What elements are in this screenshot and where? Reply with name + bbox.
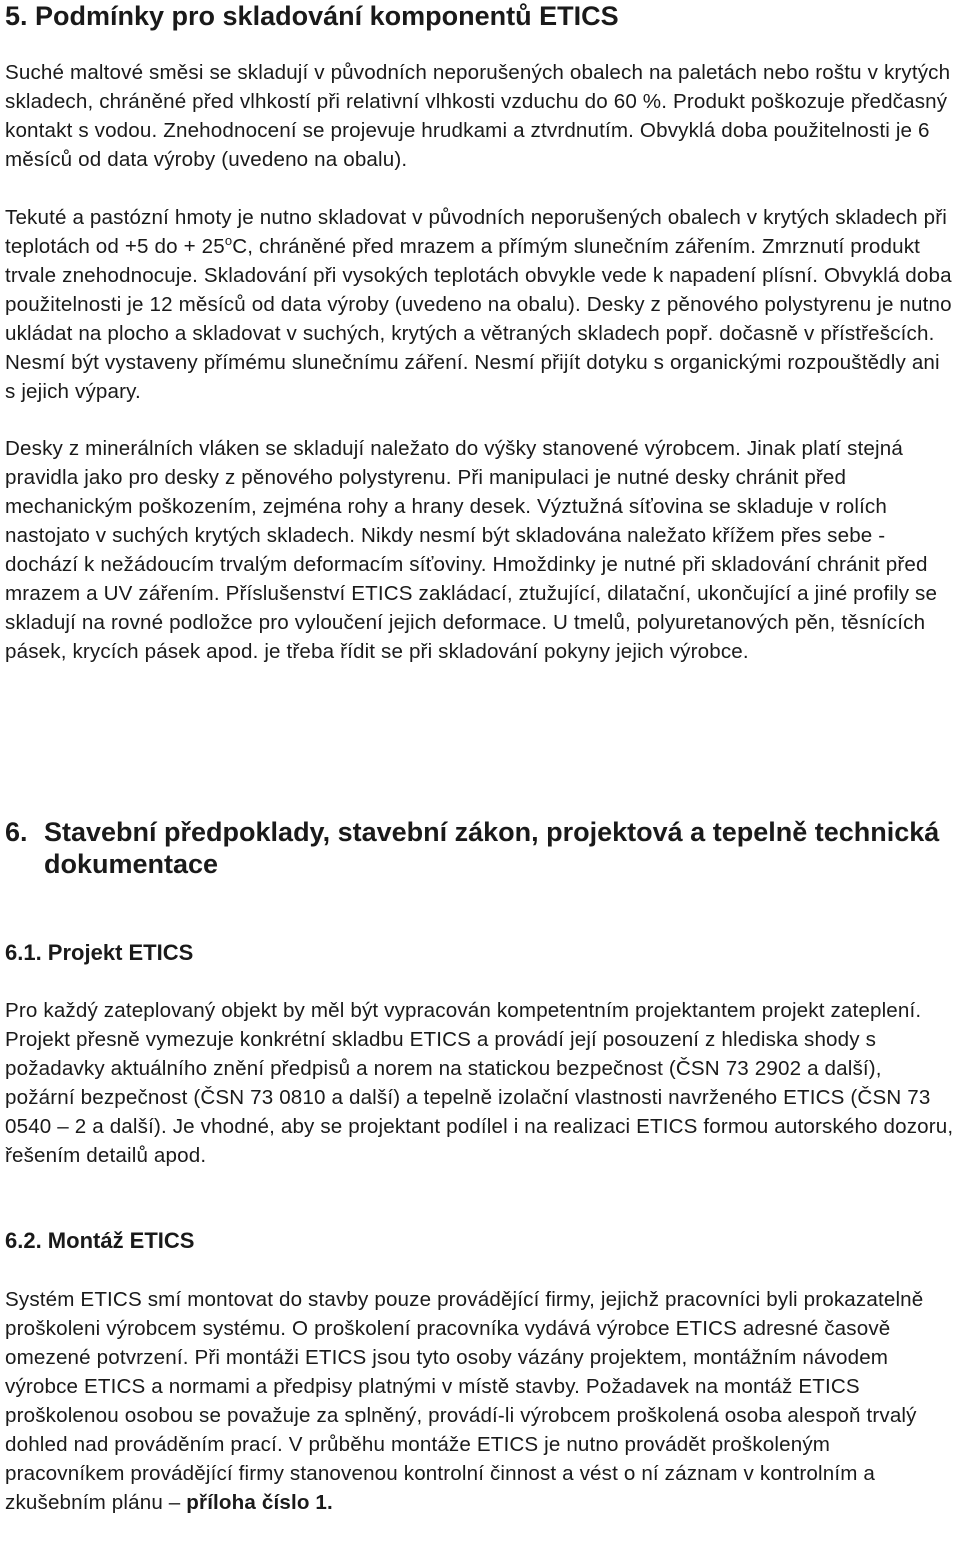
section-5-paragraph-liquid-materials: [5, 203, 955, 406]
section-6-2-paragraph: [5, 1285, 955, 1517]
liquid-materials-text-b: C, chráněné před mrazem a přímým slunečním zářením. Zmrznutí produkt trvale znehodnocuje. Skladování při vysokých teplotách obvykle vede k napadení plísní. Obvyklá doba použitelnosti je 12 měsíců od data výroby (uvedeno na obalu). Desky z pěnového polystyrenu je nutno ukládat na plocho a skladovat v suchých, krytých a větraných skladech popř. dočasně v přístřešcích. Nesmí být vystaveny přímému slunečnímu záření. Nesmí přijít dotyku s organickými rozpouštědly ani s jejich výpary.: [5, 235, 952, 403]
liquid-materials-text-a: Tekuté a pastózní hmoty je nutno skladovat v původních neporušených obalech v krytých skladech při teplotách od +5 do + 25: [5, 206, 947, 258]
section-6-title: Stavební předpoklady, stavební zákon, projektová a tepelně technická dokumentace: [44, 817, 940, 879]
section-6-2-heading: 6.2. Montáž ETICS: [5, 1228, 195, 1253]
section-5-paragraph-dry-mortar: Suché maltové směsi se skladují v původních neporušených obalech na paletách nebo roštu v krytých skladech, chráněné před vlhkostí při relativní vlhkosti vzduchu do 60 %. Produkt poškozuje předčasný kontakt s vodou. Znehodnocení se projevuje hrudkami a ztvrdnutím. Obvyklá doba použitelnosti je 6 měsíců od data výroby (uvedeno na obalu).: [5, 61, 951, 171]
section-5-heading: 5. Podmínky pro skladování komponentů ETICS: [5, 1, 619, 31]
appendix-reference: příloha číslo 1.: [186, 1491, 333, 1514]
section-6-1-paragraph: Pro každý zateplovaný objekt by měl být vypracován kompetentním projektantem projekt zateplení. Projekt přesně vymezuje konkrétní skladbu ETICS a provádí její posouzení z hlediska shody s požadavky aktuálního znění předpisů a norem na statickou bezpečnost (ČSN 73 2902 a další), požární bezpečnost (ČSN 73 0810 a další) a tepelně izolační vlastnosti navrženého ETICS (ČSN 73 0540 – 2 a další). Je vhodné, aby se projektant podílel i na realizaci ETICS formou autorského dozoru, řešením detailů apod.: [5, 999, 954, 1167]
section-5-paragraph-mineral-wool: Desky z minerálních vláken se skladují naležato do výšky stanovené výrobcem. Jinak platí stejná pravidla jako pro desky z pěnového polystyrenu. Při manipulaci je nutné desky chránit před mechanickým poškozením, zejména rohy a hrany desek. Výztužná síťovina se skladuje v rolích nastojato v suchých krytých skladech. Nikdy nesmí být skladována naležato křížem přes sebe - dochází k nežádoucím trvalým deformacím síťoviny. Hmoždinky je nutné při skladování chránit před mrazem a UV zářením. Příslušenství ETICS zakládací, ztužující, dilatační, ukončující a jiné profily se skladují na rovné podložce pro vyloučení jejich deformace. U tmelů, polyuretanových pěn, těsnících pásek, krycích pásek apod. je třeba řídit se při skladování pokyny jejich výrobce.: [5, 437, 938, 663]
section-6-2-text: Systém ETICS smí montovat do stavby pouze provádějící firmy, jejichž pracovníci byli prokazatelně proškoleni výrobcem systému. O proškolení pracovníka vydává výrobce ETICS adresné časově omezené potvrzení. Při montáži ETICS jsou tyto osoby vázány projektem, montážním návodem výrobce ETICS a normami a předpisy platnými v místě stavby. Požadavek na montáž ETICS proškolenou osobou se považuje za splněný, provádí-li výrobcem proškolená osoba alespoň trvalý dohled nad prováděním prací. V průběhu montáže ETICS je nutno provádět proškoleným pracovníkem provádějící firmy stanovenou kontrolní činnost a vést o ní záznam v kontrolním a zkušebním plánu –: [5, 1288, 924, 1514]
section-6-number: 6.: [5, 817, 28, 847]
degree-superscript: o: [224, 233, 233, 248]
section-6-1-heading: 6.1. Projekt ETICS: [5, 940, 194, 965]
section-6-heading: [5, 816, 955, 880]
